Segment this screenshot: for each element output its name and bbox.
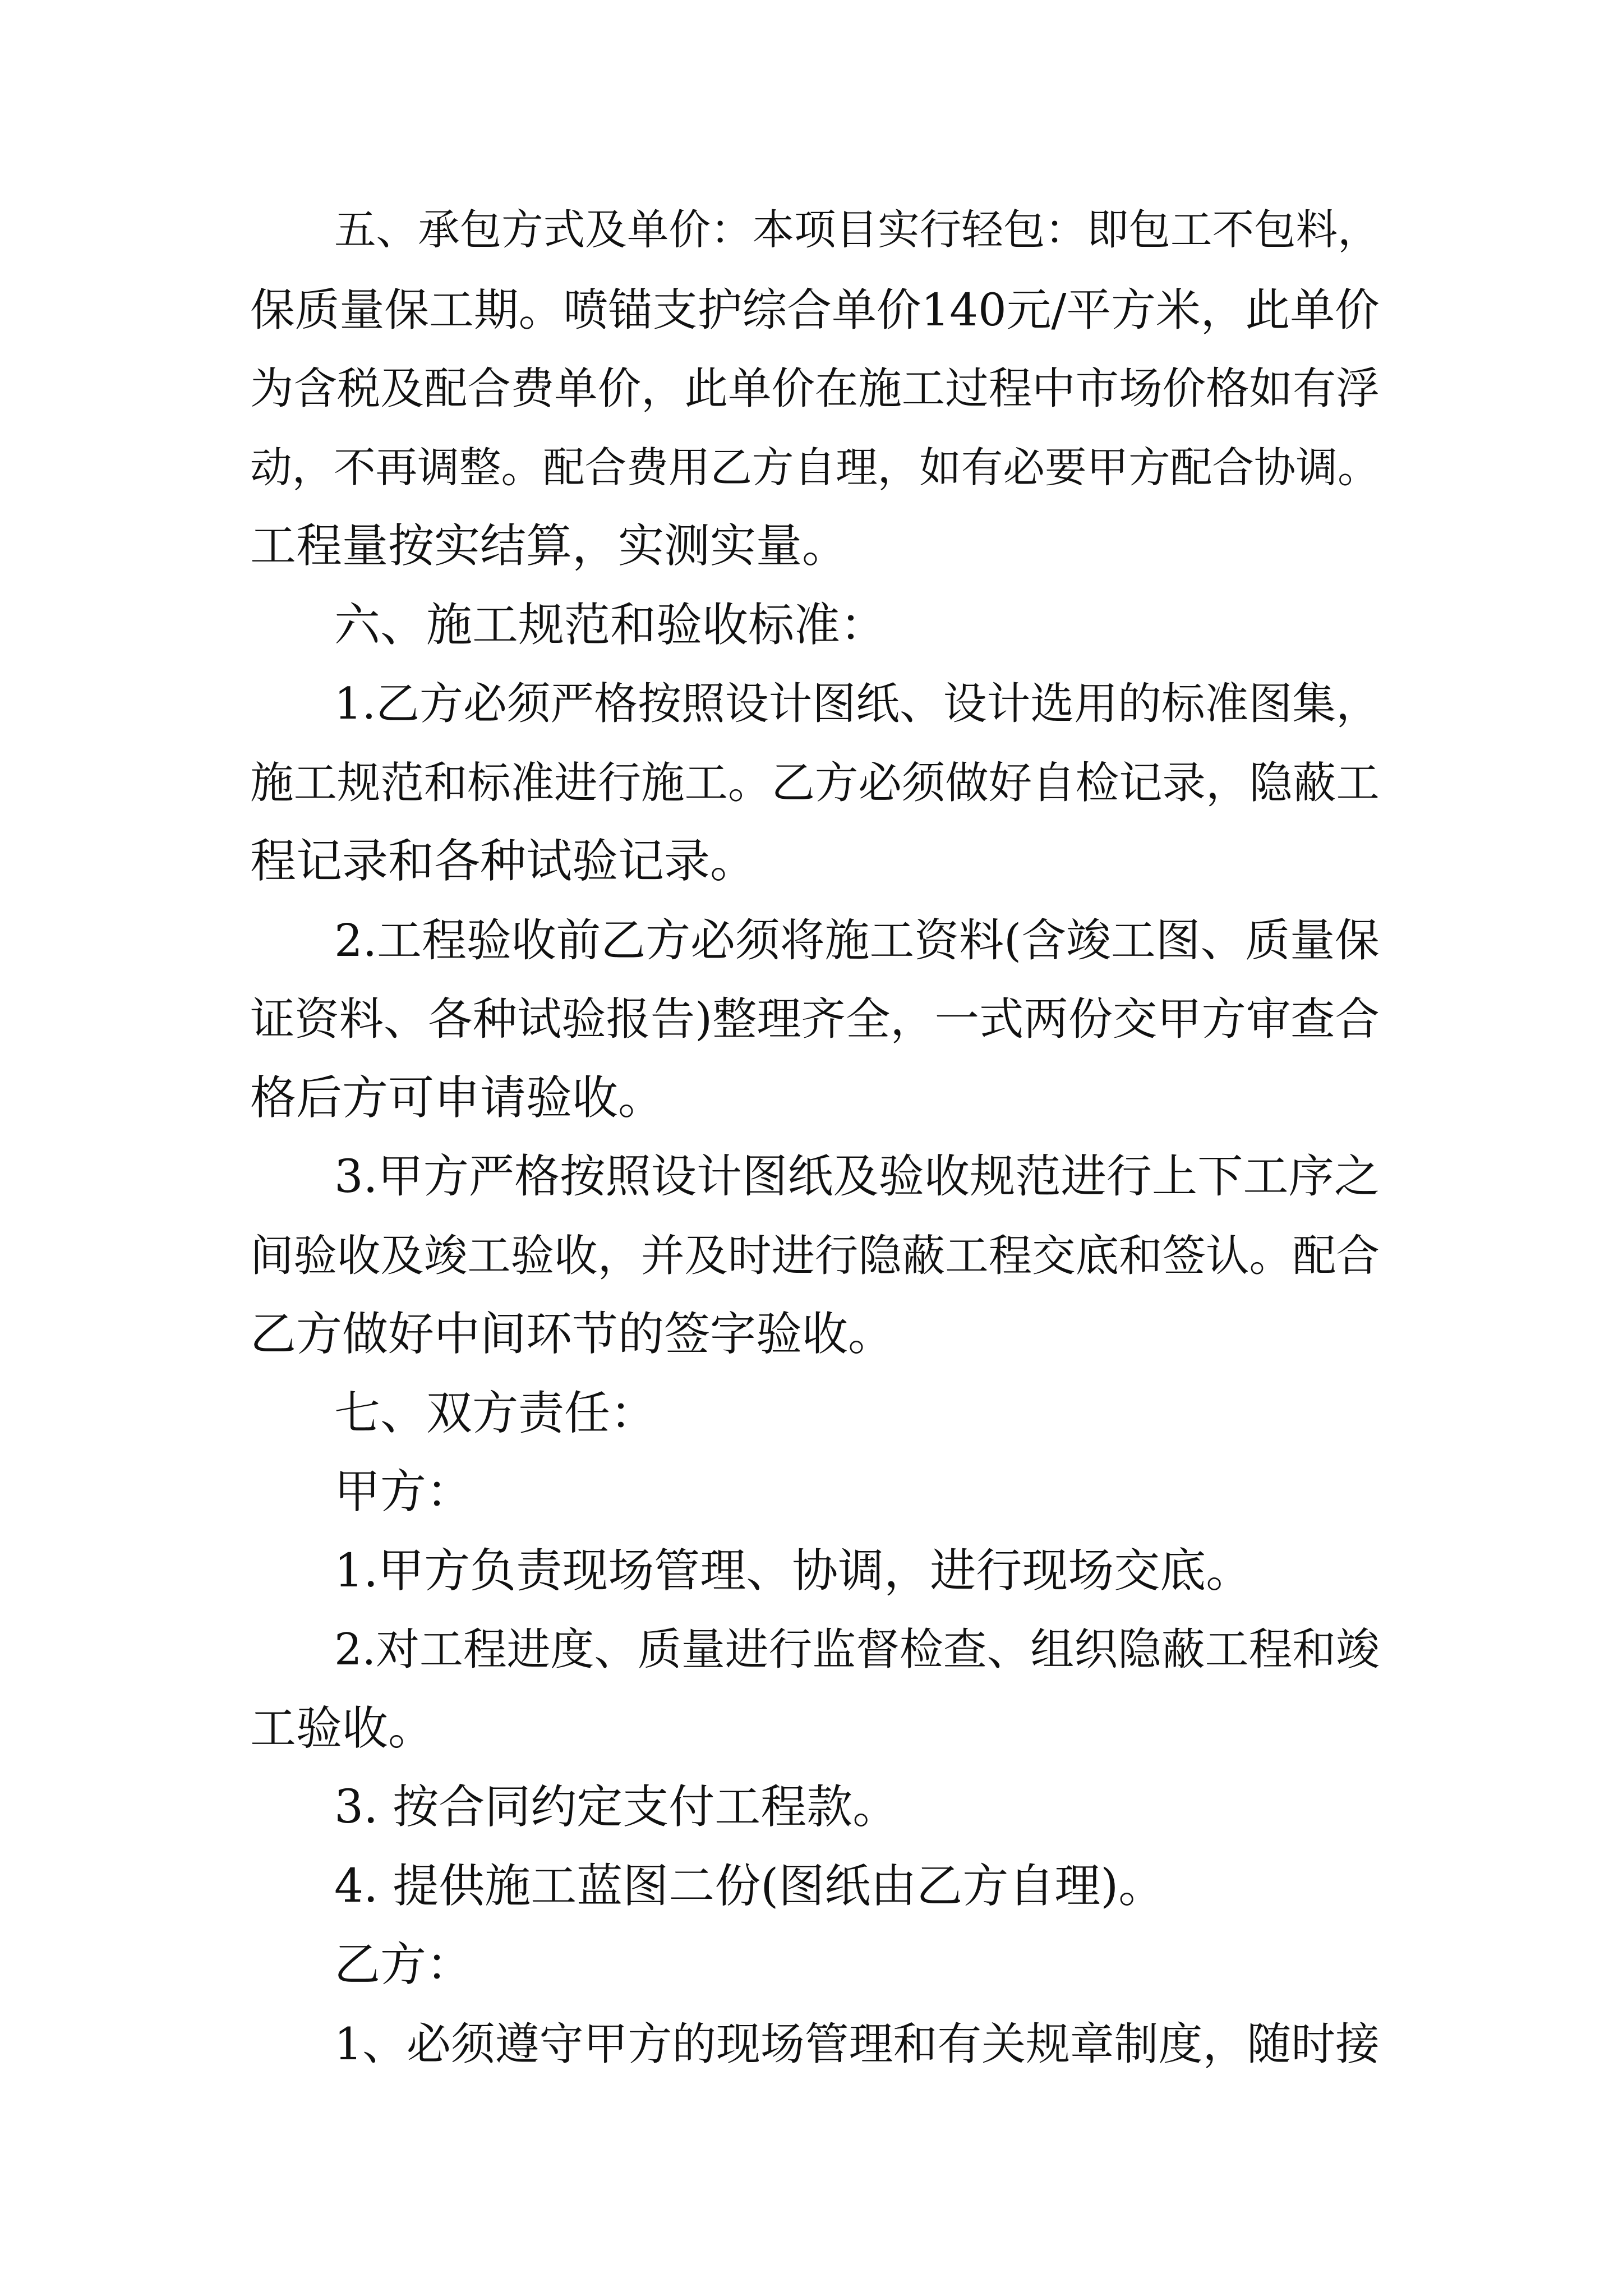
text-line-17: 甲方： <box>334 1465 473 1519</box>
text-line-10: 2.工程验收前乙方必须将施工资料(含竣工图、质量保 <box>334 914 1380 967</box>
text-line-21: 3. 按合同约定支付工程款。 <box>334 1780 899 1834</box>
text-line-8: 施工规范和标准进行施工。乙方必须做好自检记录，隐蔽工 <box>250 758 1380 808</box>
text-line-5: 工程量按实结算，实测实量。 <box>250 519 849 573</box>
text-line-12: 格后方可申请验收。 <box>250 1071 665 1125</box>
text-line-22: 4. 提供施工蓝图二份(图纸由乙方自理)。 <box>334 1860 1165 1913</box>
text-line-24: 1、必须遵守甲方的现场管理和有关规章制度，随时接 <box>334 2018 1380 2070</box>
text-line-9: 程记录和各种试验记录。 <box>250 835 757 888</box>
text-line-7: 1.乙方必须严格按照设计图纸、设计选用的标准图集， <box>334 679 1380 729</box>
text-line-20: 工验收。 <box>250 1702 435 1755</box>
text-line-11: 证资料、各种试验报告)整理齐全，一式两份交甲方审查合 <box>250 993 1380 1045</box>
text-line-23: 乙方： <box>334 1938 473 1991</box>
text-line-4: 动，不再调整。配合费用乙方自理，如有必要甲方配合协调。 <box>250 443 1380 492</box>
text-line-6: 六、施工规范和验收标准： <box>334 599 887 652</box>
text-line-15: 乙方做好中间环节的签字验收。 <box>250 1308 895 1361</box>
text-line-13: 3.甲方严格按照设计图纸及验收规范进行上下工序之 <box>334 1151 1380 1203</box>
text-line-16: 七、双方责任： <box>334 1387 657 1440</box>
text-line-3: 为含税及配合费单价，此单价在施工过程中市场价格如有浮 <box>250 364 1380 414</box>
text-line-1: 五、承包方式及单价：本项目实行轻包：即包工不包料， <box>334 205 1380 254</box>
text-line-2: 保质量保工期。喷锚支护综合单价140元/平方米，此单价 <box>250 284 1380 336</box>
text-line-18: 1.甲方负责现场管理、协调，进行现场交底。 <box>334 1544 1252 1598</box>
text-line-14: 间验收及竣工验收，并及时进行隐蔽工程交底和签认。配合 <box>250 1231 1380 1281</box>
text-line-19: 2.对工程进度、质量进行监督检查、组织隐蔽工程和竣 <box>334 1625 1380 1675</box>
